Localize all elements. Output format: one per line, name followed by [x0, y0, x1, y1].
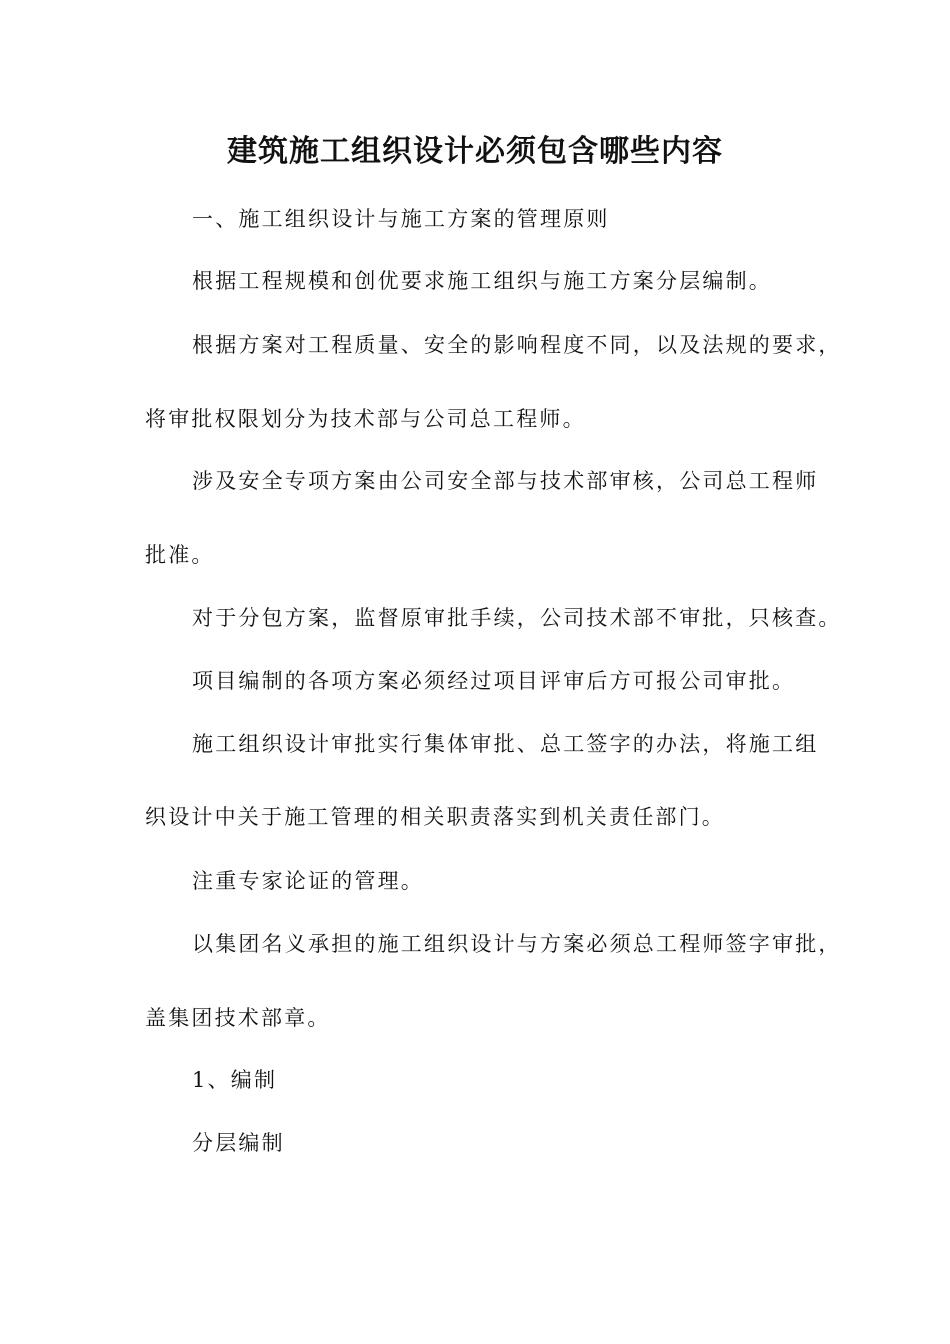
paragraph-line: 注重专家论证的管理。 — [192, 869, 424, 893]
paragraph-line: 批准。 — [145, 543, 215, 567]
paragraph-line: 对于分包方案，监督原审批手续，公司技术部不审批，只核查。 — [192, 606, 842, 630]
section-heading: 一、施工组织设计与施工方案的管理原则 — [192, 207, 610, 231]
paragraph-line: 施工组织设计审批实行集体审批、总工签字的办法，将施工组 — [192, 732, 819, 756]
paragraph-line: 将审批权限划分为技术部与公司总工程师。 — [145, 407, 586, 431]
paragraph-line: 项目编制的各项方案必须经过项目评审后方可报公司审批。 — [192, 669, 796, 693]
paragraph-line: 涉及安全专项方案由公司安全部与技术部审核，公司总工程师 — [192, 469, 819, 493]
paragraph-line: 分层编制 — [192, 1131, 285, 1155]
document-title: 建筑施工组织设计必须包含哪些内容 — [227, 134, 723, 169]
paragraph-line: 根据方案对工程质量、安全的影响程度不同，以及法规的要求， — [192, 333, 842, 357]
paragraph-line: 以集团名义承担的施工组织设计与方案必须总工程师签字审批， — [192, 932, 842, 956]
paragraph-line: 织设计中关于施工管理的相关职责落实到机关责任部门。 — [145, 805, 725, 829]
paragraph-line: 根据工程规模和创优要求施工组织与施工方案分层编制。 — [192, 269, 772, 293]
subsection-heading: 1、编制 — [192, 1068, 278, 1092]
paragraph-line: 盖集团技术部章。 — [145, 1006, 331, 1030]
